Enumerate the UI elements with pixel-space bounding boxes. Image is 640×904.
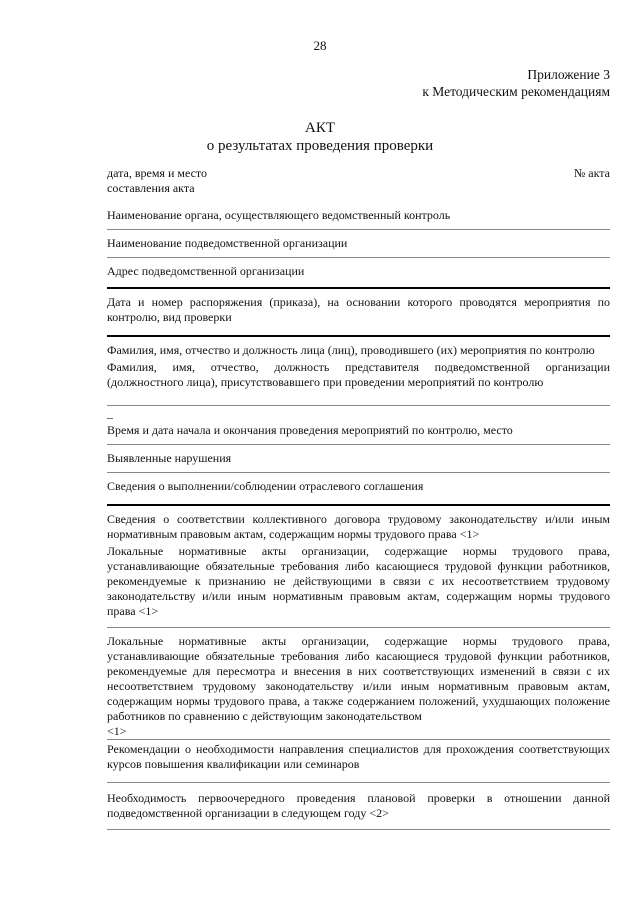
- field-collective-agreement-label: Сведения о соответствии коллективного договора трудовому законодательству и/или иным нормативным правовым актам, содержащим нормы трудового права <1>: [107, 512, 610, 541]
- field-industry-agreement-label: Сведения о выполнении/соблюдении отраслевого соглашения: [107, 479, 424, 493]
- field-collective-agreement[interactable]: [107, 512, 610, 542]
- field-priority-check-label: Необходимость первоочередного проведения плановой проверки в отношении данной подведомственной организации в следующем году <2>: [107, 791, 610, 820]
- field-local-acts-invalid[interactable]: [107, 544, 610, 628]
- field-local-acts-revise[interactable]: [107, 634, 610, 740]
- act-form: [107, 166, 610, 830]
- field-representative-label: Фамилия, имя, отчество, должность представителя подведомственной организации (должностного лица), присутствовавшего при проведении мероприятий по контролю: [107, 360, 610, 389]
- field-representative[interactable]: [107, 360, 610, 421]
- field-industry-agreement[interactable]: [107, 479, 610, 506]
- act-number-label: № акта: [573, 166, 610, 180]
- field-training-label: Рекомендации о необходимости направления специалистов для прохождения соответствующих курсов повышения квалификации или семинаров: [107, 742, 610, 771]
- appendix-header: [422, 66, 610, 100]
- field-control-body[interactable]: [107, 208, 610, 230]
- field-violations-label: Выявленные нарушения: [107, 451, 232, 465]
- field-local-acts-revise-label: Локальные нормативные акты организации, содержащие нормы трудового права, устанавливающие обязательные требования либо касающиеся трудовой функции работников, рекомендуемые для пересмотра и внесения в них соответствующих изменений в связи с их несоответствием трудовому законодательству и/или иным нормативным правовым актам, содержащим нормы трудового права, а также содержанием положений, ухудшающих положение работников по сравнению с действующим законодательством: [107, 634, 610, 723]
- field-violations[interactable]: [107, 451, 610, 473]
- field-address-label: Адрес подведомственной организации: [107, 264, 305, 278]
- field-inspector-name[interactable]: [107, 343, 610, 358]
- field-subordinate-org-label: Наименование подведомственной организации: [107, 236, 348, 250]
- field-priority-check[interactable]: [107, 791, 610, 830]
- document-title: АКТ: [305, 120, 335, 136]
- appendix-line-2: к Методическим рекомендациям: [422, 84, 610, 99]
- field-subordinate-org[interactable]: [107, 236, 610, 258]
- field-address[interactable]: [107, 264, 610, 289]
- representative-tail: _: [107, 406, 113, 420]
- field-inspector-label: Фамилия, имя, отчество и должность лица (лиц), проводившего (их) мероприятия по контролю: [107, 343, 595, 357]
- document-subtitle: о результатах проведения проверки: [206, 138, 434, 154]
- local-acts-revise-ref: <1>: [107, 724, 127, 738]
- date-place-line-2: составления акта: [107, 181, 195, 195]
- appendix-line-1: Приложение 3: [527, 67, 610, 82]
- representative-blank-line[interactable]: [107, 390, 610, 406]
- field-order-label: Дата и номер распоряжения (приказа), на основании которого проводятся мероприятия по контролю, вид проверки: [107, 295, 610, 324]
- date-place-line-1: дата, время и место: [107, 166, 207, 180]
- field-time-date[interactable]: [107, 423, 610, 445]
- field-training[interactable]: [107, 742, 610, 783]
- page-number: 28: [313, 38, 327, 53]
- field-time-date-label: Время и дата начала и окончания проведения мероприятий по контролю, место: [107, 423, 513, 437]
- field-control-body-label: Наименование органа, осуществляющего ведомственный контроль: [107, 208, 451, 222]
- field-local-acts-invalid-label: Локальные нормативные акты организации, содержащие нормы трудового права, устанавливающие обязательные требования либо касающиеся трудовой функции работников, рекомендуемые к признанию не действующими в связи с их несоответствием трудовому законодательству и/или иным нормативным правовым актам, содержащим нормы трудового права <1>: [107, 544, 610, 618]
- date-place-label: [107, 166, 307, 196]
- local-acts-revise-ref-line[interactable]: [107, 724, 610, 740]
- field-order-date-number[interactable]: [107, 295, 610, 337]
- act-meta-row: [107, 166, 610, 196]
